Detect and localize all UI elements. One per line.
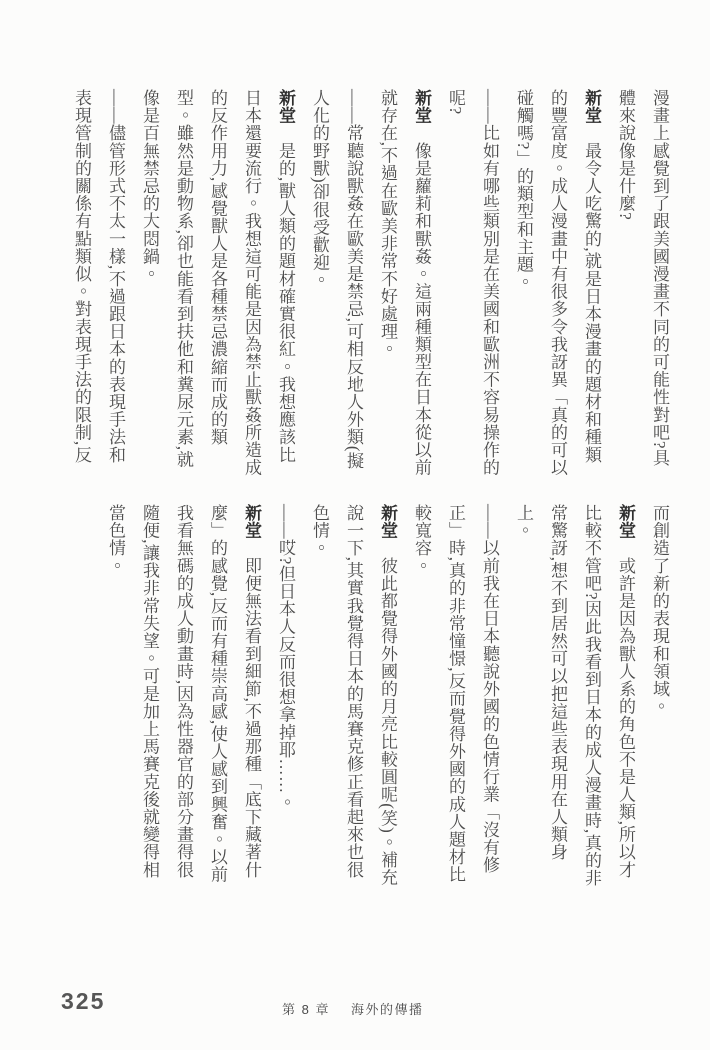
- paragraph-interviewer: ——以前我在日本聽說外國的色情行業「沒有修正」時,真的非常憧憬,反而覺得外國的成人題材比較寬容。: [412, 504, 499, 884]
- running-head: [282, 999, 423, 1018]
- speaker-name: 新堂: [378, 504, 397, 540]
- paragraph-interviewer: ——常聽說獸姦在歐美是禁忌,可相反地人外類(擬人化的野獸)卻很受歡迎。: [310, 89, 363, 470]
- paragraph-speaker: 新堂 是的,獸人類的題材確實很紅。我想應該比日本還要流行。我想這可能是因為禁止獸姦所造成的反作用力,感覺獸人是各種禁忌濃縮而成的類型。雖然是動物系,卻也能看到扶他和糞尿元素,就像是百無禁忌的大悶鍋。: [140, 89, 295, 477]
- page-number: 325: [61, 988, 106, 1014]
- chapter-title: 海外的傳播: [350, 1002, 424, 1017]
- paragraph-speaker: 新堂 彼此都覺得外國的月亮比較圓呢(笑)。補充說一下,其實我覺得日本的馬賽克修正看起來也很色情。: [310, 504, 397, 887]
- paragraph-interviewer: ——儘管形式不太一樣,不過跟日本的表現手法和表現管制的關係有點類似。對表現手法的限制,反: [72, 89, 125, 464]
- text-tier-top: [56, 89, 676, 479]
- paragraph-continuation: 而創造了新的表現和領域。: [650, 504, 669, 716]
- speaker-name: 新堂: [582, 89, 601, 125]
- speaker-name: 新堂: [242, 504, 261, 540]
- paragraph-speaker: 新堂 最令人吃驚的,就是日本漫畫的題材和種類的豐富度。成人漫畫中有很多令我訝異「真的可以碰觸嗎?」的類型和主題。: [514, 89, 601, 477]
- speaker-name: 新堂: [412, 89, 431, 125]
- text-tier-bottom: [90, 504, 676, 894]
- paragraph-speaker: 新堂 或許是因為獸人系的角色不是人類,所以才比較不管吧?因此我看到日本的成人漫畫時,真的非常驚訝,想不到居然可以把這些表現用在人類身上。: [514, 504, 635, 887]
- speaker-name: 新堂: [276, 89, 295, 125]
- paragraph-interviewer: ——哎?但日本人反而很想拿掉耶……。: [276, 504, 295, 812]
- paragraph-interviewer: ——比如有哪些類別是在美國和歐洲不容易操作的呢?: [446, 89, 499, 477]
- paragraph-speaker: 新堂 即便無法看到細節,不過那種「底下藏著什麼」的感覺,反而有種崇高感,使人感到興奮。以前我看無碼的成人動畫時,因為性器官的部分畫得很隨便,讓我非常失望。可是加上馬賽克後就變得相當色情。: [106, 504, 261, 884]
- paragraph-speaker: 新堂 像是蘿莉和獸姦。這兩種類型在日本從以前就存在,不過在歐美非常不好處理。: [378, 89, 431, 477]
- chapter-label: 第 8 章: [282, 1002, 330, 1017]
- speaker-name: 新堂: [616, 504, 635, 540]
- paragraph-continuation: 漫畫上感覺到了跟美國漫畫不同的可能性對吧?具體來說像是什麼?: [616, 89, 669, 467]
